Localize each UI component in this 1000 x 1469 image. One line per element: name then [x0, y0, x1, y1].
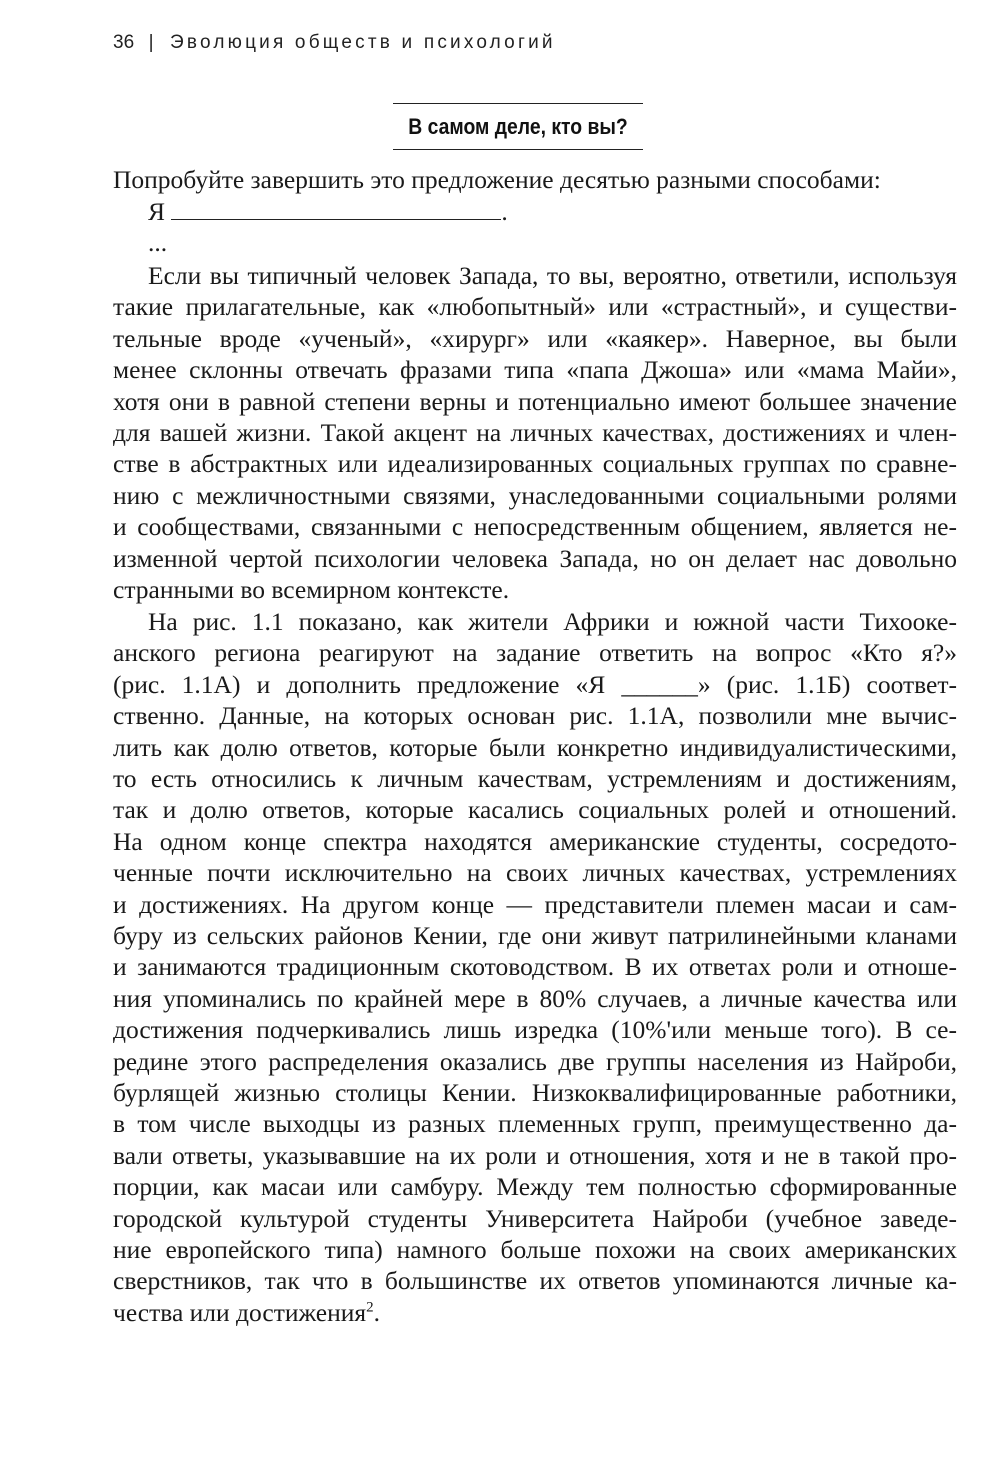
paragraph-2-line — [113, 795, 957, 825]
line-text: ния упоминались по крайней мере в 80% случаев, а личные качества или — [113, 983, 957, 1013]
paragraph-2-line — [113, 1172, 957, 1202]
line-text: редине этого распределения оказались две группы населения из Найроби, — [113, 1046, 957, 1076]
line-text: для вашей жизни. Такой акцент на личных качествах, достижениях и член- — [113, 418, 957, 447]
line-text: ние европейского типа) намного больше похожи на своих американских — [113, 1235, 957, 1264]
line-text: нию с межличностными связями, унаследованными социальными ролями — [113, 480, 957, 510]
line-text: менее склонны отвечать фразами типа «папа Джоша» или «мама Майи», — [113, 355, 957, 385]
line-text: такие прилагательные, как «любопытный» или «страстный», и существи- — [113, 292, 957, 322]
running-title: Эволюция обществ и психологий — [170, 32, 556, 53]
line-text: стве в абстрактных или идеализированных социальных группах по сравне- — [113, 449, 957, 479]
line-text: в том числе выходцы из разных племенных групп, преимущественно да- — [113, 1109, 957, 1139]
box-bottom-rule — [393, 149, 643, 150]
paragraph-1-line — [113, 418, 957, 448]
paragraph-2-line — [113, 890, 957, 920]
line-text: и занимаются традиционным скотоводством. В их ответах роли и отноше- — [113, 952, 957, 982]
paragraph-2-line — [113, 1047, 957, 1077]
answer-start: Я — [148, 197, 166, 226]
page-number: 36 — [113, 32, 135, 53]
line-text: порции, как масаи или самбуру. Между тем полностью сформированные — [113, 1172, 957, 1202]
line-text: и достижениях. На другом конце — представители племен масаи и сам- — [113, 889, 957, 919]
prompt-ellipsis: ... — [148, 228, 168, 257]
line-text: буру из сельских районов Кении, где они живут патрилинейными кланами — [113, 921, 957, 950]
line-text: сверстников, так что в большинстве их ответов упоминаются личные ка- — [113, 1266, 957, 1296]
line-text: анского региона реагируют на задание ответить на вопрос «Кто я?» — [113, 638, 957, 668]
paragraph-2-line — [113, 952, 957, 982]
line-text: Если вы типичный человек Запада, то вы, вероятно, ответили, используя — [148, 261, 957, 290]
paragraph-2-line — [113, 1235, 957, 1265]
header-separator: | — [148, 32, 154, 53]
prompt-intro: Попробуйте завершить это предложение десятью разными способами: — [113, 165, 881, 194]
line-text: так и долю ответов, которые касались социальных ролей и отношений. — [113, 795, 957, 825]
line-text: и сообществами, связанными с непосредственным общением, является не- — [113, 512, 957, 542]
paragraph-1-line — [113, 575, 957, 605]
paragraph-1-line — [113, 387, 957, 417]
paragraph-1-line — [113, 355, 957, 385]
line-text: изменной чертой психологии человека Запада, но он делает нас довольно — [113, 543, 957, 573]
paragraph-1-line — [113, 292, 957, 322]
line-text: чества или достижения — [113, 1297, 367, 1327]
paragraph-2-line — [113, 764, 957, 794]
paragraph-1-line — [113, 449, 957, 479]
paragraph-1-line — [148, 261, 957, 291]
line-text: хотя они в равной степени верны и потенциально имеют большее значение — [113, 386, 957, 416]
paragraph-2-line — [113, 1078, 957, 1108]
paragraph-2-line — [113, 1204, 957, 1234]
paragraph-2-line — [113, 1015, 957, 1045]
paragraph-1-line — [113, 481, 957, 511]
paragraph-2-line — [113, 670, 957, 700]
answer-blank — [171, 199, 501, 220]
paragraph-2-line — [113, 1141, 957, 1171]
paragraph-2-line — [113, 827, 957, 857]
line-text: достижения подчеркивались лишь изредка (10%'или меньше того). В се- — [113, 1015, 957, 1045]
box-title: В самом деле, кто вы? — [408, 114, 628, 139]
line-text: лить как долю ответов, которые были конкретно индивидуалистическими, — [113, 732, 957, 762]
paragraph-2-line — [113, 1266, 957, 1296]
paragraph-2-line — [113, 921, 957, 951]
answer-end: . — [501, 197, 508, 226]
prompt-answer-line — [148, 197, 957, 227]
box-top-rule — [393, 103, 643, 104]
line-text: бурлящей жизнью столицы Кении. Низкоквалифицированные работники, — [113, 1078, 957, 1107]
line-text: вали ответы, указывавшие на их роли и отношения, хотя и не в такой про- — [113, 1140, 957, 1170]
paragraph-1-line — [113, 512, 957, 542]
paragraph-2-line — [113, 984, 957, 1014]
line-text: городской культурой студенты Университета Найроби (учебное заведе- — [113, 1203, 957, 1233]
paragraph-2-line — [113, 733, 957, 763]
paragraph-2-line — [113, 1298, 957, 1328]
line-text: ченные почти исключительно на своих личных качествах, устремлениях — [113, 858, 957, 888]
paragraph-2-line — [113, 858, 957, 888]
line-text: странными во всемирном контексте. — [113, 575, 510, 604]
footnote-marker[interactable]: 2 — [366, 1299, 374, 1316]
paragraph-1-line — [113, 544, 957, 574]
paragraph-2-line — [148, 607, 957, 637]
running-head — [113, 32, 556, 54]
line-text: то есть относились к личным качествам, устремлениям и достижениям, — [113, 764, 957, 793]
line-text: На рис. 1.1 показано, как жители Африки и южной части Тихооке- — [148, 607, 957, 636]
paragraph-1-line — [113, 324, 957, 354]
paragraph-2-line — [113, 1109, 957, 1139]
line-text: тельные вроде «ученый», «хирург» или «каякер». Наверное, вы были — [113, 323, 957, 353]
sentence-end: . — [373, 1297, 380, 1327]
paragraph-2-line — [113, 701, 957, 731]
paragraph-2-line — [113, 638, 957, 668]
line-text: ственно. Данные, на которых основан рис. 1.1А, позволили мне вычис- — [113, 701, 957, 731]
line-text: (рис. 1.1А) и дополнить предложение «Я ______» (рис. 1.1Б) соответ- — [113, 669, 957, 699]
line-text: На одном конце спектра находятся американские студенты, сосредото- — [113, 826, 957, 856]
